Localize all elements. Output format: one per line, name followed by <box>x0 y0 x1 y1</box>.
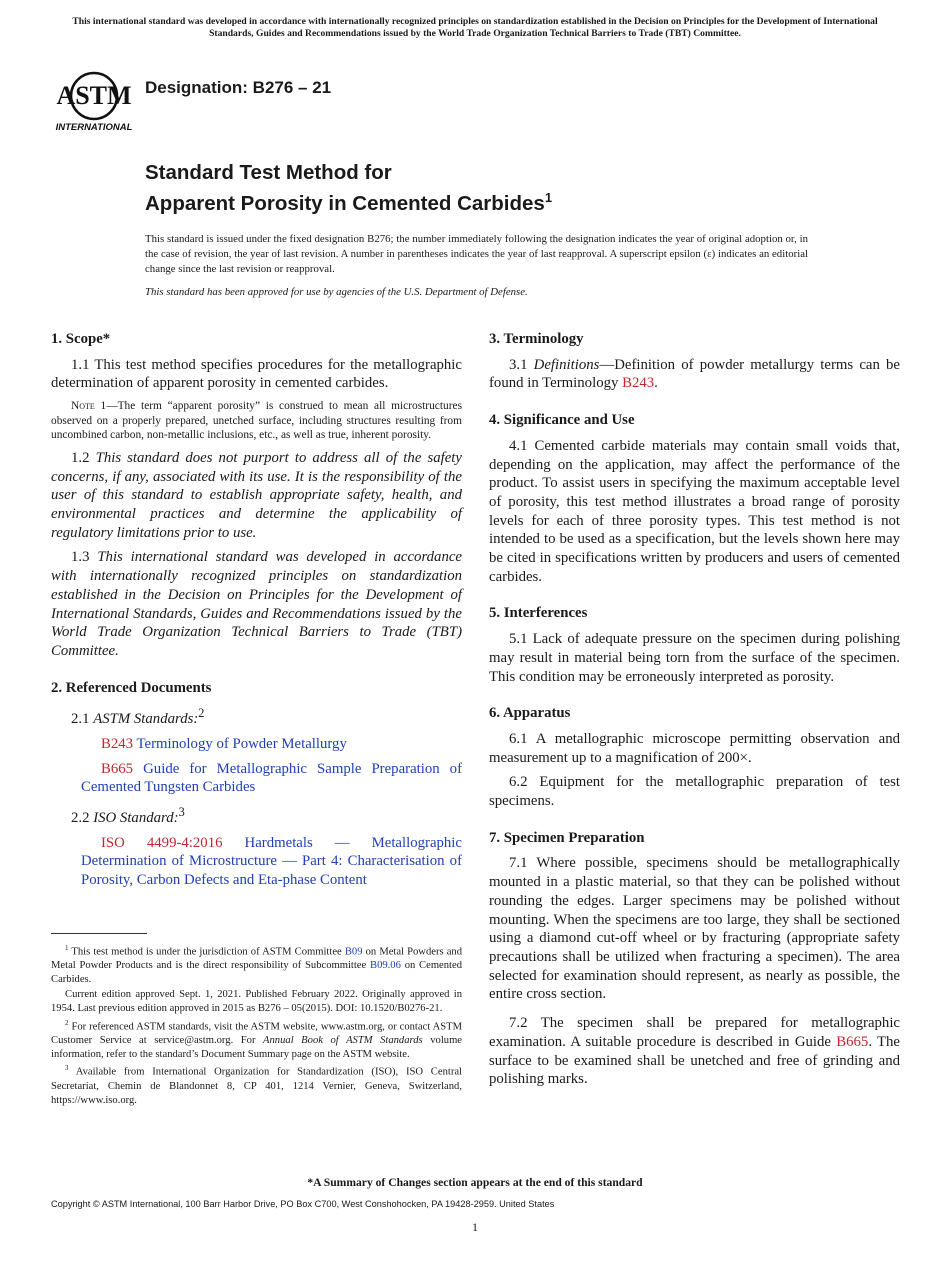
paragraph: 1.1 This test method specifies procedures for the metallographic determination of apparent porosity in cemented carbides. <box>51 356 462 392</box>
subcommittee-link[interactable]: B09.06 <box>370 960 401 972</box>
footnotes <box>51 942 462 1108</box>
section-terminology <box>489 330 900 393</box>
paragraph: 5.1 Lack of adequate pressure on the specimen during polishing may result in material being torn from the surface of the specimen. This condition may be erroneously interpreted as porosity. <box>489 631 900 685</box>
title-line-2: Apparent Porosity in Cemented Carbides$^1$ <box>145 190 553 215</box>
summary-of-changes-note: *A Summary of Changes section appears at the end of this standard <box>307 1176 643 1189</box>
footnote-1: $^1$ This test method is under the jurisdiction of ASTM Committee B09 on Metal Powders and Metal Powder Products and is the direct responsibility of Subcommittee B09.06 on Cemented Carbides. <box>51 944 463 986</box>
section-heading: 3. Terminology <box>489 331 584 347</box>
paragraph: 3.1 Definitions—Definition of powder metallurgy terms can be found in Terminology B243. <box>489 356 900 392</box>
ref-b665 <box>51 760 462 797</box>
footnote-edition: Current edition approved Sept. 1, 2021. Published February 2022. Originally approved in 1954. Last previous edition approved in 2015 as B276 – 05(2015). DOI: 10.1520/B0276-21. <box>51 988 462 1014</box>
document-title <box>145 160 552 216</box>
paragraph: 1.2 This standard does not purport to address all of the safety concerns, if any, associated with its use. It is the responsibility of the user of this standard to establish appropriate safety, health, and environmental practices and determine the applicability of regulatory limitations prior to use. <box>51 449 462 541</box>
section-interferences <box>489 604 900 686</box>
section-heading: 6. Apparatus <box>489 705 571 722</box>
astm-logo <box>53 56 135 134</box>
right-column <box>489 330 900 1095</box>
ref-title-link[interactable]: Terminology of Powder Metallurgy <box>136 735 347 752</box>
section-heading: 4. Significance and Use <box>489 412 635 429</box>
section-heading: 1. Scope* <box>51 331 111 347</box>
tbt-banner: This international standard was developed in accordance with internationally recognized principles on standardization established in the Decision on Principles for the Development of International Standards, Guides and Recommendations issued by the World Trade Organization Technical Barriers to Trade (TBT) Committee. <box>72 16 878 39</box>
page-number: 1 <box>472 1220 478 1234</box>
section-heading: 7. Specimen Preparation <box>489 829 645 846</box>
section-heading: 5. Interferences <box>489 605 588 622</box>
ref-iso <box>51 834 462 890</box>
guide-link[interactable]: B665 <box>836 1033 869 1050</box>
svg-text:ASTM: ASTM <box>56 81 132 110</box>
subsection-astm: 2.1 ASTM Standards:$^2$ <box>71 706 205 728</box>
subsection-iso: 2.2 ISO Standard:$^3$ <box>71 805 185 826</box>
note-1: Note 1—The term “apparent porosity” is construed to mean all microstructures observed on a properly prepared, unetched surface, including structures resulting from uncombined carbon, non-metallic inclusions, etc., as well as true, inherent porosity. <box>51 400 462 442</box>
paragraph: 7.1 Where possible, specimens should be metallographically mounted in a plastic material, so that they can be polished without rounding the edges. Larger specimens may be polished without mounting. When the specimens are too large, they shall be sectioned using a diamond cut-off wheel or by fracturing (appropriate safety precautions shall be utilized when fracturing a specimen). The area selected for examination should represent, as nearly as possible, the entire cross section. <box>489 855 900 1003</box>
section-referenced-documents <box>51 679 462 890</box>
section-significance <box>489 411 900 586</box>
ref-code-link[interactable]: B665 <box>101 760 134 777</box>
title-footnote-mark: 1 <box>544 190 553 205</box>
svg-text:INTERNATIONAL: INTERNATIONAL <box>55 122 133 133</box>
footnote-2: $^2$ For referenced ASTM standards, visit the ASTM website, www.astm.org, or contact ASTM Customer Service at service@astm.org. For Annual Book of ASTM Standards volume information, refer to the standard’s Document Summary page on the ASTM website. <box>51 1018 463 1060</box>
section-specimen-preparation <box>489 829 900 1089</box>
issuance-notice: This standard is issued under the fixed designation B276; the number immediately following the designation indicates the year of original adoption or, in the case of revision, the year of last revision. A number in parentheses indicates the year of last reapproval. A superscript epsilon (ε) indicates an editorial change since the last revision or reapproval. <box>145 233 808 275</box>
section-apparatus <box>489 704 900 811</box>
paragraph: 6.1 A metallographic microscope permitting observation and measurement up to a magnification of 200×. <box>489 730 900 766</box>
paragraph: 6.2 Equipment for the metallographic preparation of test specimens. <box>489 774 900 810</box>
ref-code-link[interactable]: B243 <box>101 735 134 752</box>
paragraph: 4.1 Cemented carbide materials may contain small voids that, depending on the application, may affect the performance of the product. To assist users in specifying the maximum acceptable level of porosity, this test method illustrates a broad range of porosity levels for each of three porosity types. This test method is not intended to be used as a specification, but the levels shown here may be cited in specifications written by producers and users of cemented carbides. <box>489 437 900 585</box>
copyright-line: Copyright © ASTM International, 100 Barr Harbor Drive, PO Box C700, West Conshohocken, PA 19428-2959. United States <box>51 1199 555 1209</box>
defense-approval: This standard has been approved for use by agencies of the U.S. Department of Defense. <box>145 286 528 298</box>
ref-title-link[interactable]: Hardmetals — Metallographic Determination of Microstructure — Part 4: Characterisation of Porosity, Carbon Defects and Eta-phase Content <box>81 834 462 889</box>
designation: Designation: B276 – 21 <box>145 78 332 97</box>
section-scope <box>51 330 462 661</box>
committee-link[interactable]: B09 <box>344 946 363 958</box>
ref-title-link[interactable]: Guide for Metallographic Sample Preparation of Cemented Tungsten Carbides <box>81 760 463 796</box>
ref-code-link[interactable]: ISO 4499-4:2016 <box>101 834 223 851</box>
terminology-link[interactable]: B243 <box>622 375 655 392</box>
title-line-1: Standard Test Method for <box>145 161 392 184</box>
footnote-divider <box>51 933 147 934</box>
paragraph: 7.2 The specimen shall be prepared for metallographic examination. A suitable procedure is described in Guide B665. The surface to be examined shall be unetched and free of grinding and polishing marks. <box>489 1015 900 1088</box>
paragraph: 1.3 This international standard was developed in accordance with internationally recognized principles on standardization established in the Decision on Principles for the Development of International Standards, Guides and Recommendations issued by the World Trade Organization Technical Barriers to Trade (TBT) Committee. <box>51 549 462 659</box>
left-column <box>51 330 462 896</box>
ref-b243 <box>51 735 462 754</box>
footnote-3: $^3$ Available from International Organization for Standardization (ISO), ISO Central Secretariat, Chemin de Blandonnet 8, CP 401, 1214 Vernier, Geneva, Switzerland, https://www.iso.org. <box>51 1064 462 1106</box>
section-heading: 2. Referenced Documents <box>51 679 212 696</box>
